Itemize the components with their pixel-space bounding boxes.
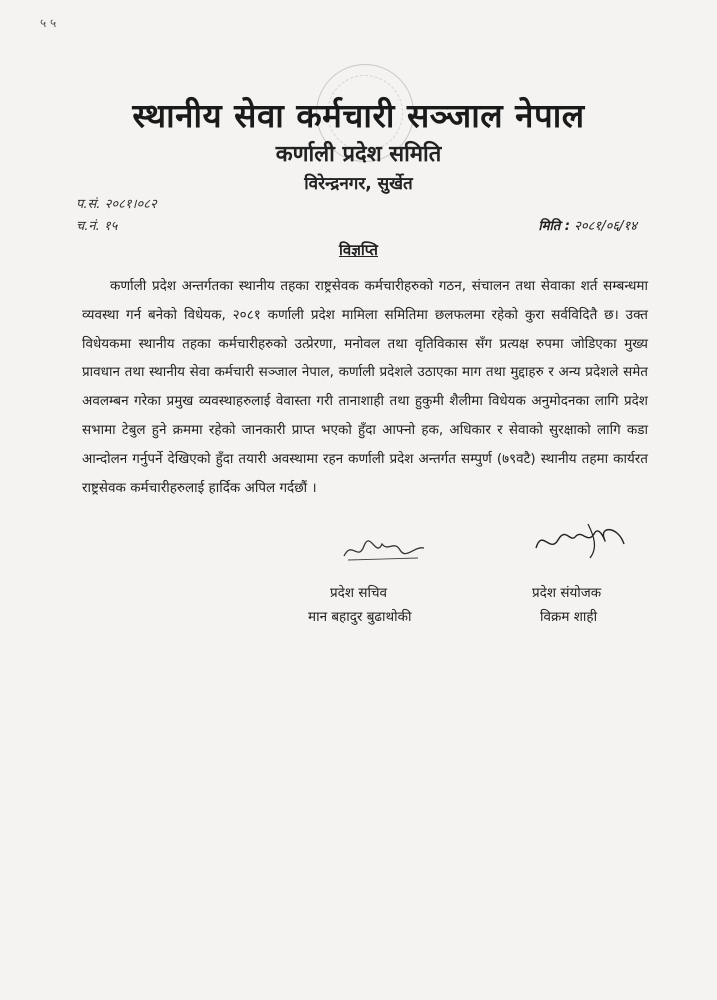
date-value: २०८१/०६/१४ (574, 219, 637, 234)
coordinator-title: प्रदेश संयोजक (532, 585, 602, 601)
committee-name: कर्णाली प्रदेश समिति (275, 142, 442, 167)
date-label: मिति : (538, 219, 571, 234)
dispatch-number: च.नं. १५ (76, 219, 118, 234)
organization-name: स्थानीय सेवा कर्मचारी सञ्जाल नेपाल (132, 96, 585, 135)
coordinator-signature (528, 514, 628, 568)
secretary-name: मान बहादुर बुढाथोकी (308, 609, 412, 625)
secretary-signature (338, 532, 428, 570)
notice-body: कर्णाली प्रदेश अन्तर्गतका स्थानीय तहका राष्ट्रसेवक कर्मचारीहरुको गठन, संचालन तथा सेवाका शर्त सम्बन्धमा व्यवस्था गर्न बनेको विधेयक, २०८१ कर्णाली प्रदेश मामिला समितिमा छलफलमा रहेको कुरा सर्वविदितै छ। उक्त विधेयकमा स्थानीय तहका कर्मचारीहरुको उत्प्रेरणा, मनोवल तथा वृतिविकास सँग प्रत्यक्ष रुपमा जोडिएका मुख्य प्रावधान तथा स्थानीय सेवा कर्मचारी सञ्जाल नेपाल, कर्णाली प्रदेशले उठाएका माग तथा मुद्दाहरु र अन्य प्रदेशले समेत अवलम्बन गरेका प्रमुख व्यवस्थाहरुलाई वेवास्ता गरी तानाशाही तथा हुकुमी शैलीमा विधेयक अनुमोदनका लागि प्रदेश सभामा टेबुल हुने क्रममा रहेको जानकारी प्राप्त भएको हुँदा आफ्नो हक, अधिकार र सेवाको सुरक्षाको लागि कडा आन्दोलन गर्नुपर्ने देखिएको हुँदा तयारी अवस्थामा रहन कर्णाली प्रदेश अन्तर्गत सम्पुर्ण (७९वटै) स्थानीय तहमा कार्यरत राष्ट्रसेवक कर्मचारीहरुलाई हार्दिक अपिल गर्दछौं । (82, 278, 648, 496)
notice-title: विज्ञप्ति (339, 241, 378, 259)
corner-mark: ५ ५ (40, 16, 57, 30)
date-line (538, 216, 637, 234)
coordinator-name: विक्रम शाही (540, 609, 598, 625)
secretary-title: प्रदेश सचिव (330, 585, 388, 601)
location: विरेन्द्रनगर, सुर्खेत (304, 174, 413, 194)
letter-number: प.सं. २०८१।०८२ (76, 197, 157, 212)
